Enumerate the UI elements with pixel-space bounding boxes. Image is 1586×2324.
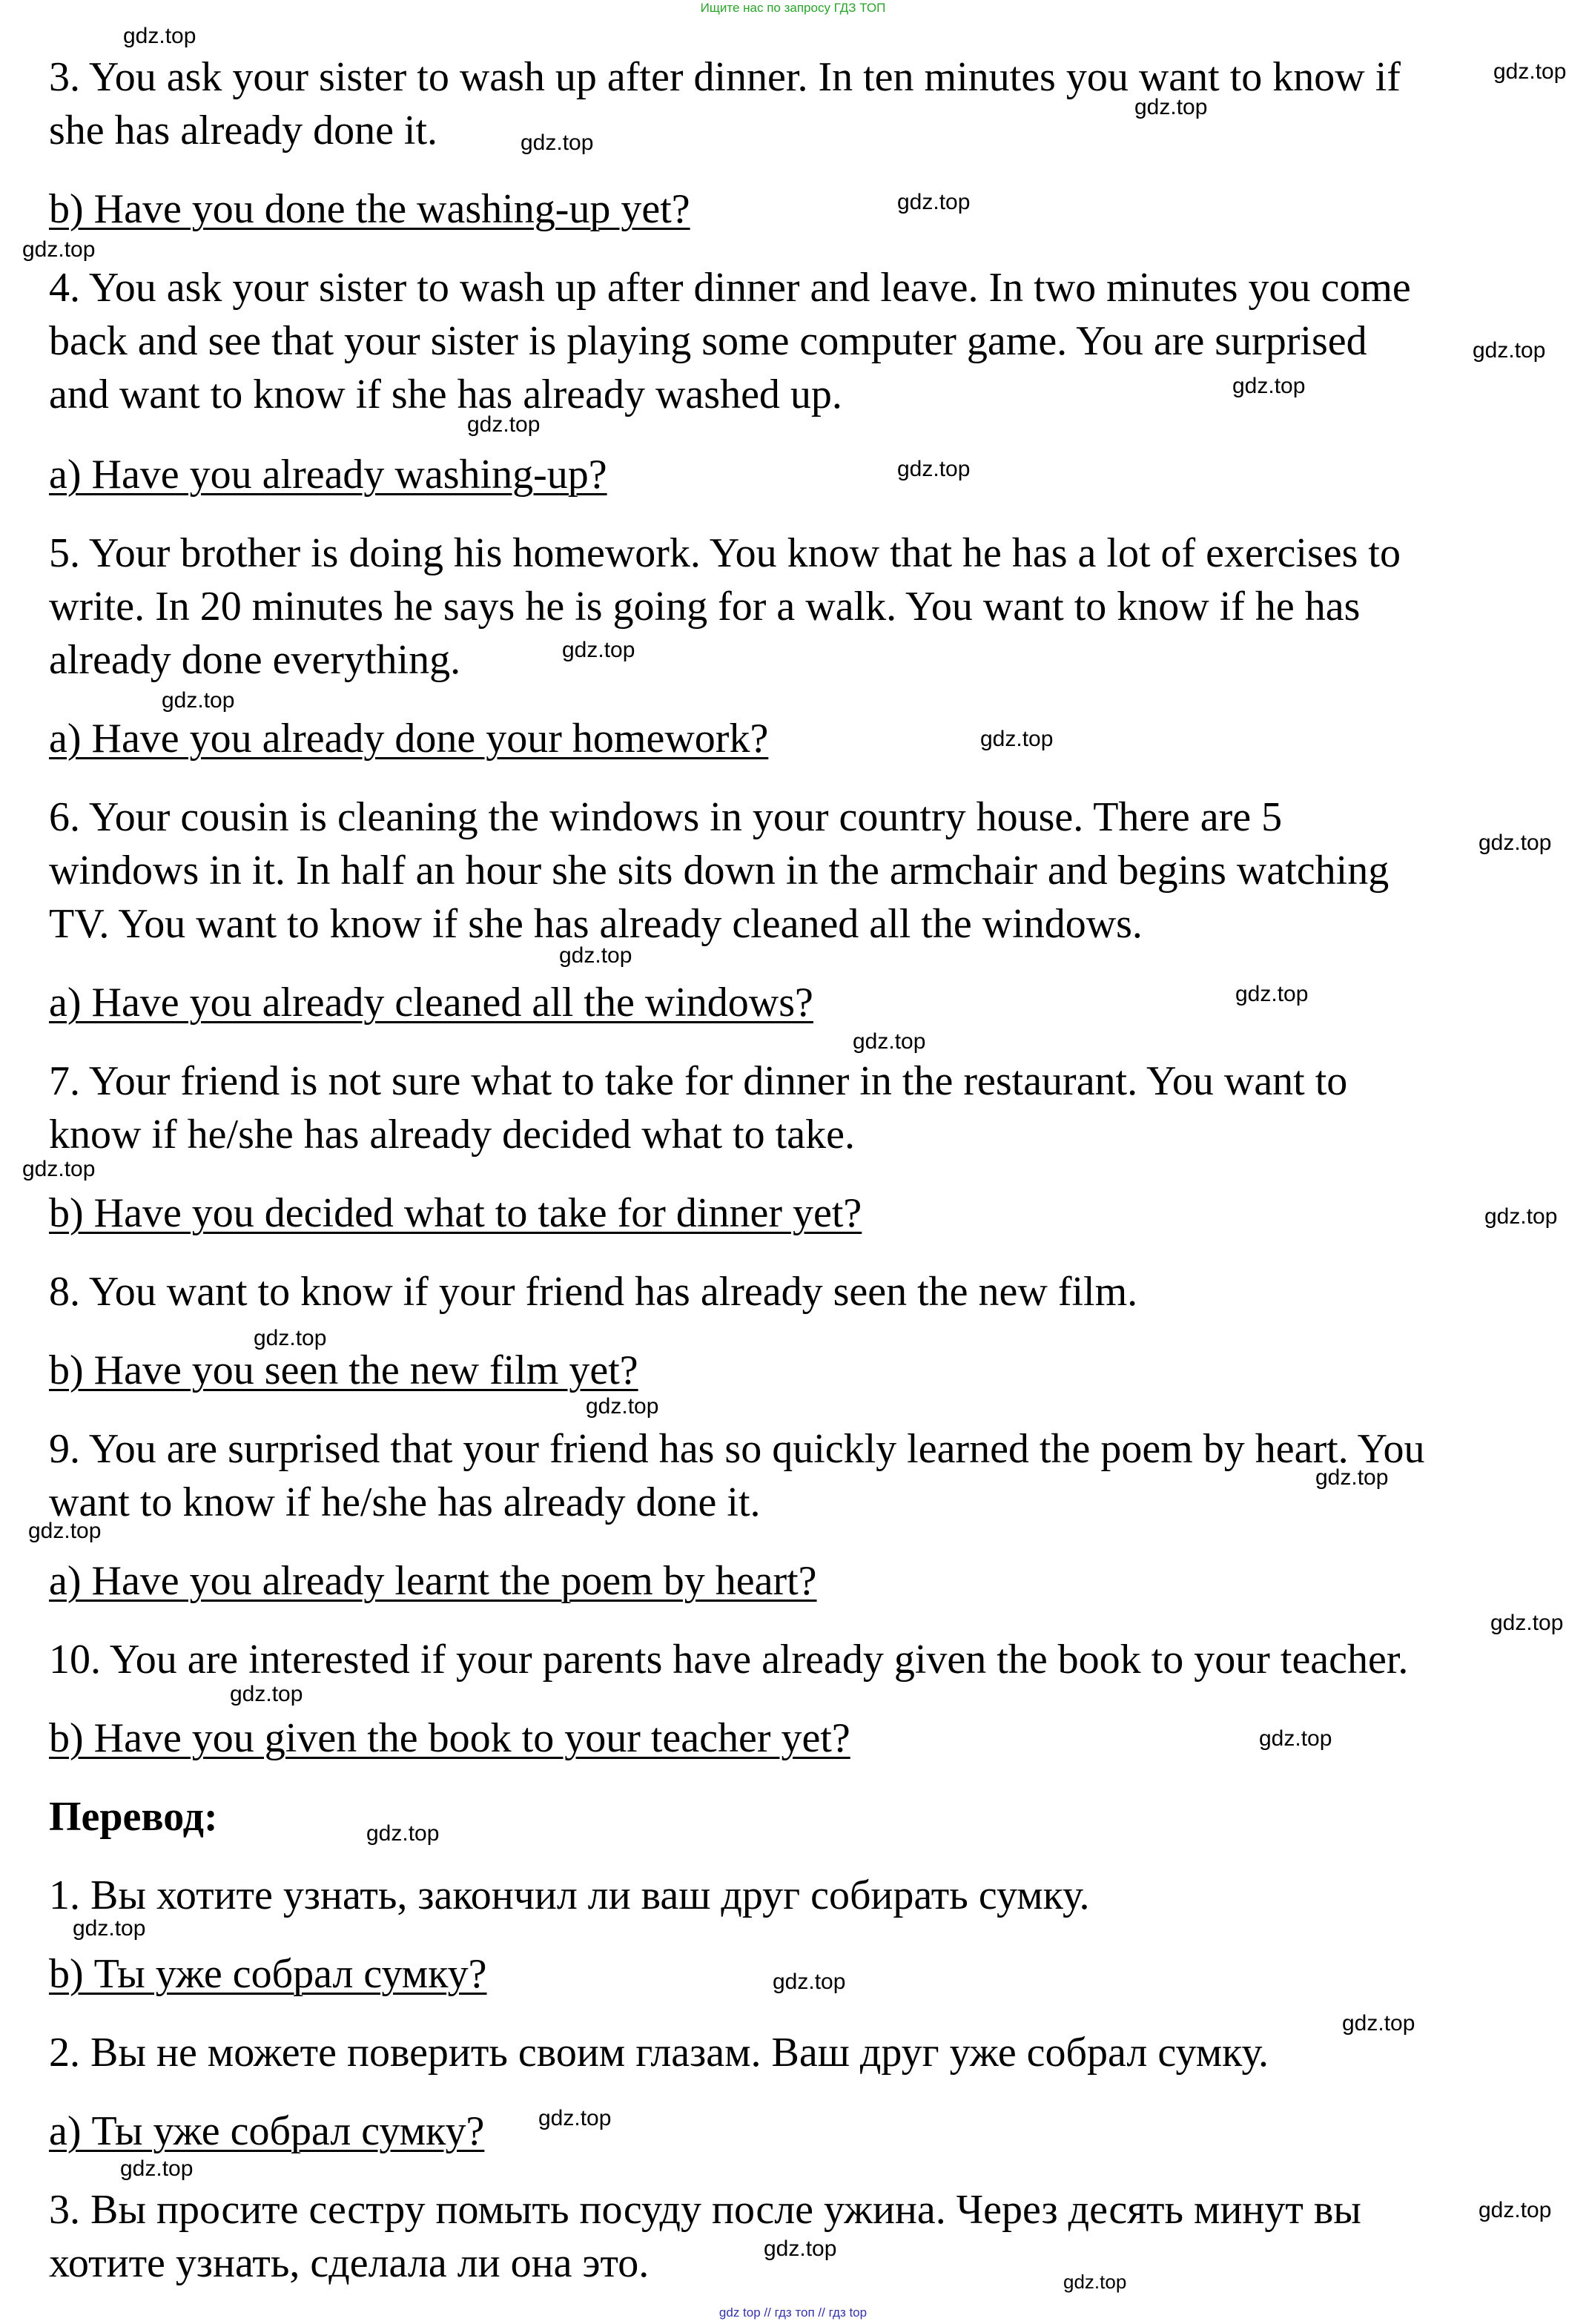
translation-1-answer: b) Ты уже собрал сумку? <box>49 1951 487 1997</box>
watermark: gdz.top <box>1235 982 1309 1006</box>
watermark: gdz.top <box>123 24 196 48</box>
translation-3-line-2: хотите узнать, сделала ли она это. <box>49 2240 650 2286</box>
page-header: Ищите нас по запросу ГДЗ ТОП <box>700 1 886 15</box>
watermark: gdz.top <box>1259 1726 1332 1751</box>
page-footer: gdz top // гдз топ // гдз top <box>718 2305 868 2320</box>
task-7-answer: b) Have you decided what to take for dinner yet? <box>49 1190 862 1236</box>
watermark: gdz.top <box>521 131 594 155</box>
watermark: gdz.top <box>586 1394 659 1419</box>
watermark: gdz.top <box>1478 2198 1552 2222</box>
watermark: gdz.top <box>897 457 971 481</box>
watermark: gdz.top <box>1134 95 1208 119</box>
task-3-answer: b) Have you done the washing-up yet? <box>49 186 690 232</box>
watermark: gdz.top <box>467 412 541 437</box>
task-5-line-3: already done everything. <box>49 637 461 683</box>
translation-3-line-1: 3. Вы просите сестру помыть посуду после ужина. Через десять минут вы <box>49 2187 1361 2233</box>
task-4-answer: a) Have you already washing-up? <box>49 452 607 498</box>
task-7-line-1: 7. Your friend is not sure what to take for dinner in the restaurant. You want to <box>49 1058 1348 1104</box>
watermark: gdz.top <box>764 2236 837 2261</box>
task-10-line-1: 10. You are interested if your parents have already given the book to your teacher. <box>49 1637 1409 1683</box>
watermark: gdz.top <box>28 1519 102 1543</box>
watermark: gdz.top <box>254 1326 327 1350</box>
watermark: gdz.top <box>897 190 971 214</box>
watermark: gdz.top <box>1493 59 1567 84</box>
task-3-line-2: she has already done it. <box>49 108 438 153</box>
watermark: gdz.top <box>1478 831 1552 855</box>
task-10-answer: b) Have you given the book to your teacher yet? <box>49 1715 850 1761</box>
task-6-line-2: windows in it. In half an hour she sits down in the armchair and begins watching <box>49 848 1390 894</box>
watermark: gdz.top <box>1315 1465 1389 1490</box>
watermark: gdz.top <box>1063 2271 1127 2293</box>
watermark: gdz.top <box>22 237 96 262</box>
task-5-line-1: 5. Your brother is doing his homework. You know that he has a lot of exercises to <box>49 530 1401 576</box>
task-4-line-3: and want to know if she has already washed up. <box>49 372 842 417</box>
translation-1-line: 1. Вы хотите узнать, закончил ли ваш друг собирать сумку. <box>49 1872 1090 1918</box>
watermark: gdz.top <box>538 2106 612 2130</box>
watermark: gdz.top <box>120 2156 194 2181</box>
translation-heading: Перевод: <box>49 1794 218 1840</box>
task-4-line-1: 4. You ask your sister to wash up after dinner and leave. In two minutes you come <box>49 265 1411 311</box>
task-5-line-2: write. In 20 minutes he says he is going for a walk. You want to know if he has <box>49 584 1361 630</box>
task-5-answer: a) Have you already done your homework? <box>49 716 769 762</box>
task-6-line-3: TV. You want to know if she has already cleaned all the windows. <box>49 901 1143 947</box>
task-7-line-2: know if he/she has already decided what to take. <box>49 1112 855 1158</box>
task-4-line-2: back and see that your sister is playing some computer game. You are surprised <box>49 318 1367 364</box>
task-3-line-1: 3. You ask your sister to wash up after dinner. In ten minutes you want to know if <box>49 54 1401 100</box>
watermark: gdz.top <box>73 1916 146 1941</box>
watermark: gdz.top <box>773 1970 846 1994</box>
watermark: gdz.top <box>366 1821 440 1846</box>
watermark: gdz.top <box>162 688 235 713</box>
task-8-answer: b) Have you seen the new film yet? <box>49 1347 638 1393</box>
task-9-line-1: 9. You are surprised that your friend has so quickly learned the poem by heart. You <box>49 1426 1425 1472</box>
watermark: gdz.top <box>1490 1611 1564 1635</box>
task-9-line-2: want to know if he/she has already done it. <box>49 1479 761 1525</box>
task-8-line-1: 8. You want to know if your friend has already seen the new film. <box>49 1269 1138 1315</box>
watermark: gdz.top <box>1342 2011 1415 2036</box>
watermark: gdz.top <box>230 1682 303 1706</box>
task-9-answer: a) Have you already learnt the poem by heart? <box>49 1558 817 1604</box>
watermark: gdz.top <box>853 1029 926 1054</box>
task-6-line-1: 6. Your cousin is cleaning the windows in your country house. There are 5 <box>49 794 1283 840</box>
watermark: gdz.top <box>980 727 1054 751</box>
watermark: gdz.top <box>562 638 635 662</box>
task-6-answer: a) Have you already cleaned all the windows? <box>49 980 813 1026</box>
watermark: gdz.top <box>559 943 632 968</box>
translation-2-answer: a) Ты уже собрал сумку? <box>49 2108 485 2154</box>
watermark: gdz.top <box>1232 374 1306 398</box>
watermark: gdz.top <box>22 1157 96 1181</box>
translation-2-line: 2. Вы не можете поверить своим глазам. Ваш друг уже собрал сумку. <box>49 2030 1269 2076</box>
watermark: gdz.top <box>1484 1204 1558 1229</box>
watermark: gdz.top <box>1473 338 1546 363</box>
